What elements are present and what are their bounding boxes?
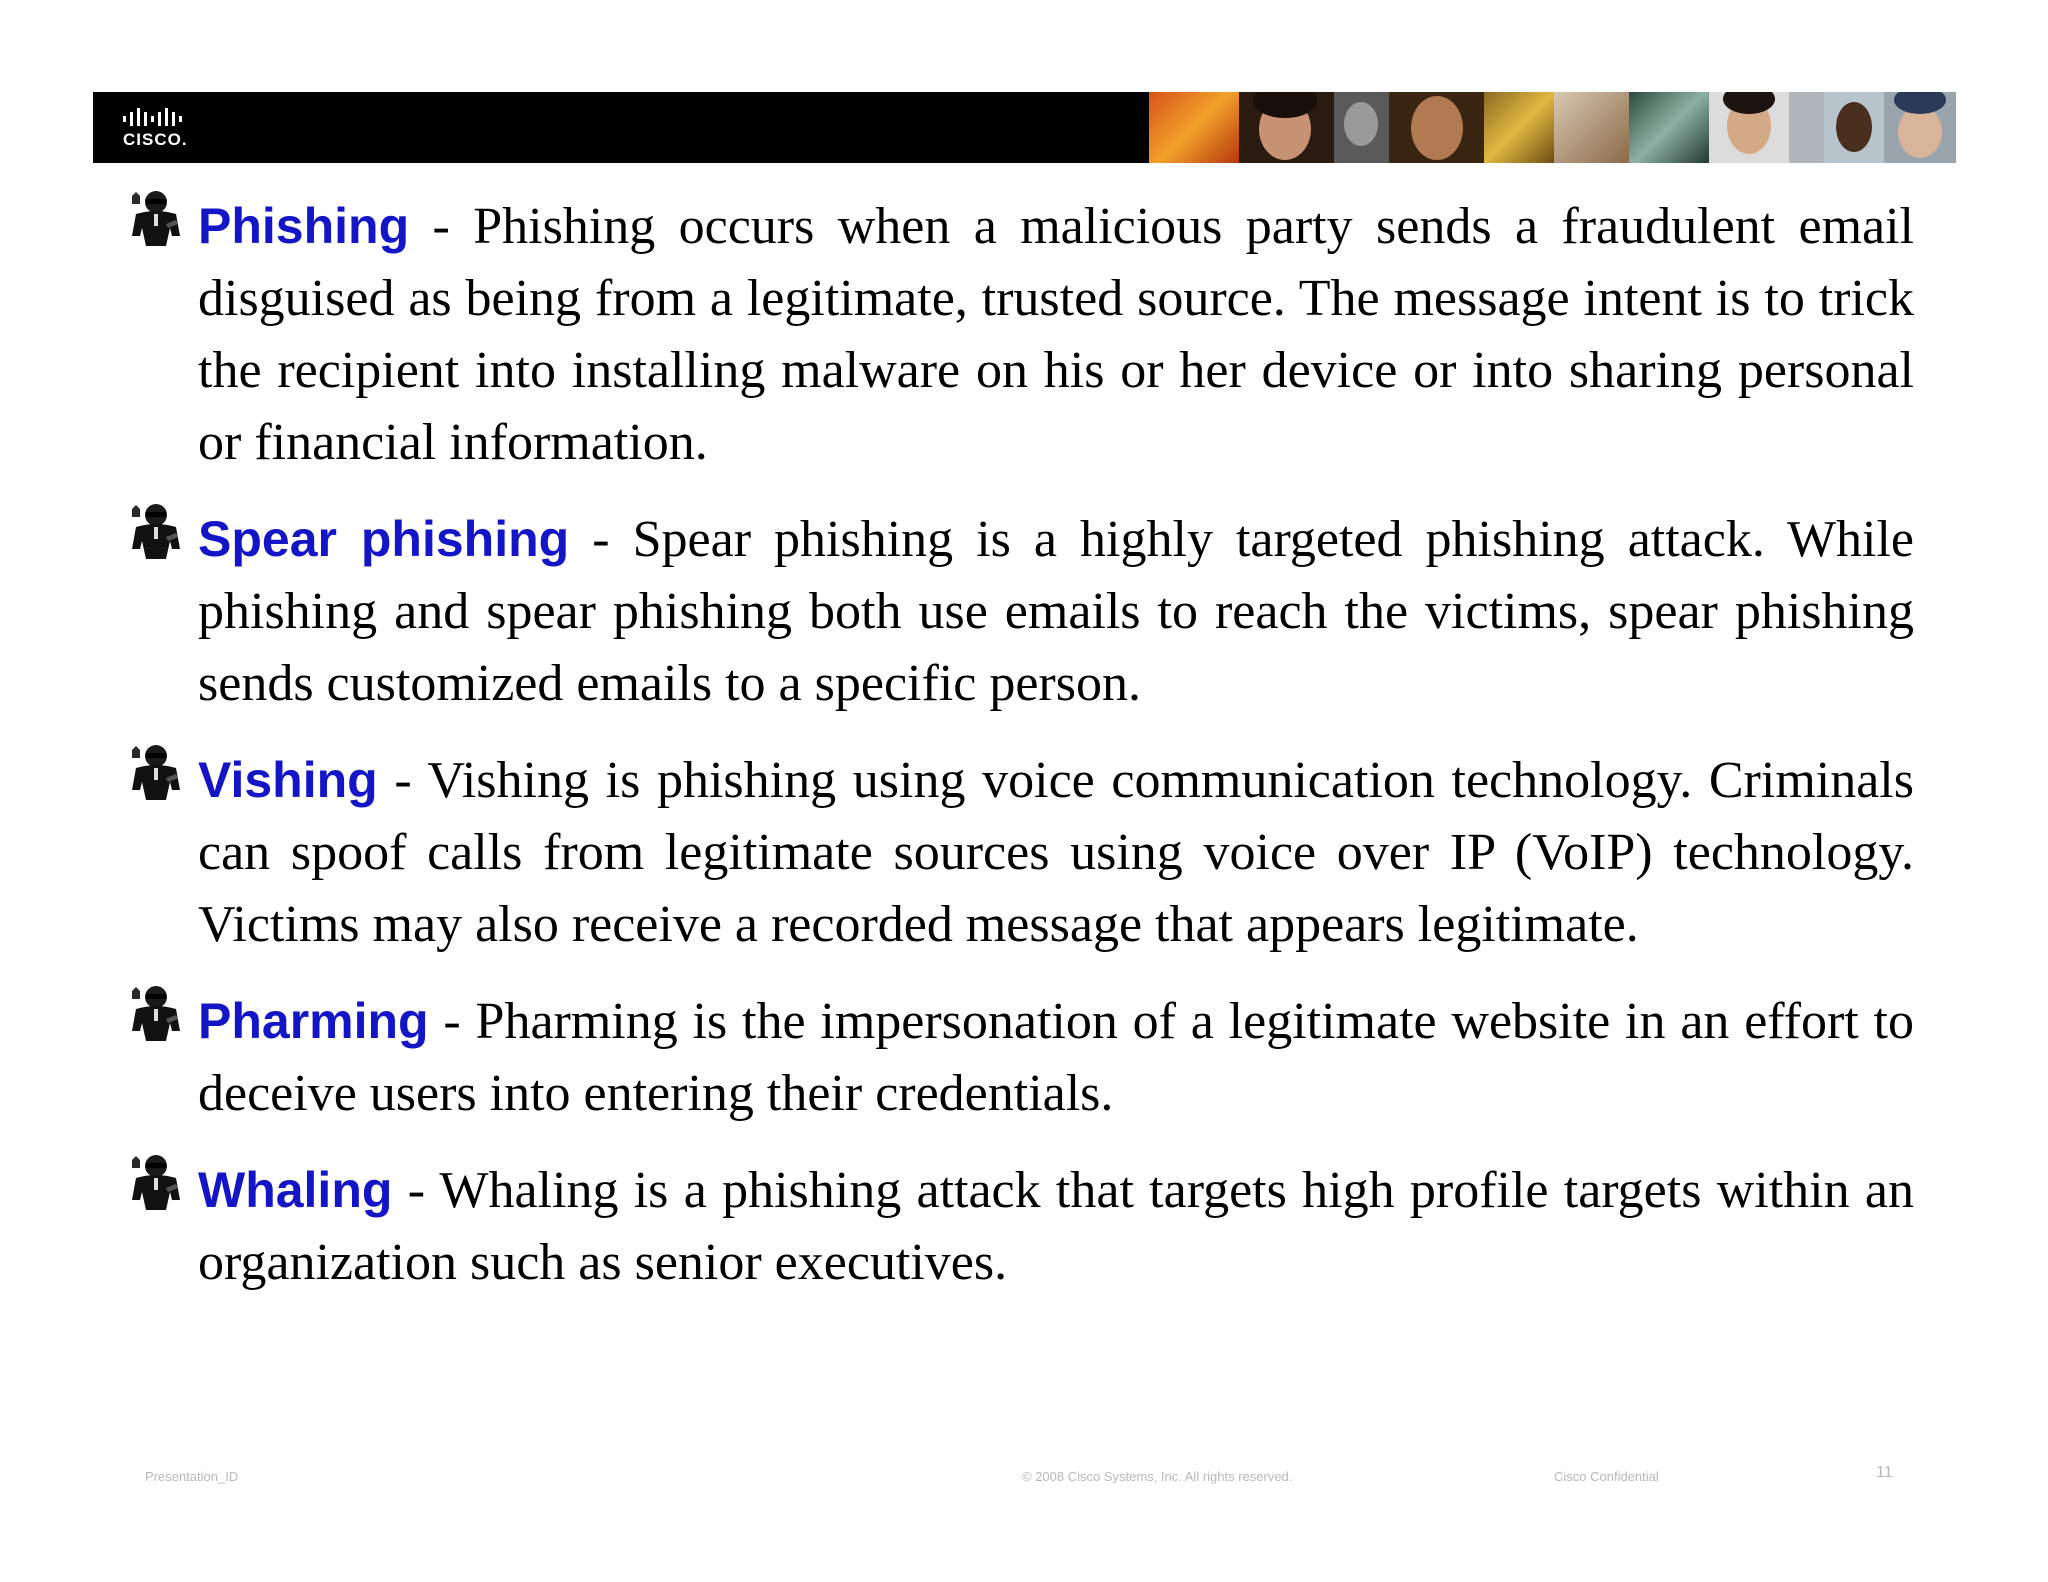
definition-list <box>120 190 1920 1323</box>
photo-tile <box>1149 92 1239 163</box>
term: Spear phishing <box>198 511 570 567</box>
header-banner <box>93 92 1956 163</box>
photo-tile <box>1789 92 1824 163</box>
definition: Phishing occurs when a malicious party sends a fraudulent email disguised as being from a legitimate, trusted source. The message intent is to trick the recipient into installing malware on his or her device or into sharing personal or financial information. <box>198 198 1914 471</box>
spy-agent-icon <box>122 503 188 563</box>
separator: - <box>392 1162 440 1219</box>
page-number: 11 <box>1876 1464 1893 1481</box>
spy-agent-icon <box>122 744 188 804</box>
list-item-text <box>198 744 1914 961</box>
photo-tile <box>1884 92 1956 163</box>
photo-tile <box>1709 92 1789 163</box>
cisco-logo-text: CISCO. <box>123 130 188 149</box>
list-item <box>120 503 1914 720</box>
definition: Spear phishing is a highly targeted phishing attack. While phishing and spear phishing both use emails to reach the victims, spear phishing sends customized emails to a specific person. <box>198 511 1914 712</box>
cisco-bridge-logo-icon <box>123 104 203 130</box>
list-item <box>120 190 1914 479</box>
separator: - <box>428 993 476 1050</box>
photo-tile <box>1484 92 1554 163</box>
list-item <box>120 985 1914 1130</box>
list-item-text <box>198 190 1914 479</box>
spy-agent-icon <box>122 1154 188 1214</box>
photo-tile <box>1824 92 1884 163</box>
definition: Vishing is phishing using voice communication technology. Criminals can spoof calls from legitimate sources using voice over IP (VoIP) technology. Victims may also receive a recorded message that appears legitimate. <box>198 752 1914 953</box>
list-item <box>120 744 1914 961</box>
footer-presentation-id: Presentation_ID <box>145 1469 239 1484</box>
definition: Pharming is the impersonation of a legitimate website in an effort to deceive users into entering their credentials. <box>198 993 1914 1122</box>
photo-tile <box>1334 92 1389 163</box>
list-item-text <box>198 985 1914 1130</box>
term: Pharming <box>198 993 429 1049</box>
people-photo-strip-icon <box>1149 92 1956 163</box>
separator: - <box>569 511 633 568</box>
term: Vishing <box>198 752 378 808</box>
footer-confidential: Cisco Confidential <box>1554 1469 1659 1484</box>
cisco-logo <box>123 104 203 154</box>
term: Phishing <box>198 198 410 254</box>
footer-copyright: © 2008 Cisco Systems, Inc. All rights reserved. <box>1022 1469 1293 1484</box>
photo-tile <box>1389 92 1484 163</box>
spy-agent-icon <box>122 985 188 1045</box>
list-item-text <box>198 1154 1914 1299</box>
definition: Whaling is a phishing attack that targets high profile targets within an organization such as senior executives. <box>198 1162 1914 1291</box>
photo-tile <box>1629 92 1709 163</box>
photo-tile <box>1239 92 1334 163</box>
term: Whaling <box>198 1162 393 1218</box>
separator: - <box>377 752 428 809</box>
list-item-text <box>198 503 1914 720</box>
spy-agent-icon <box>122 190 188 250</box>
list-item <box>120 1154 1914 1299</box>
photo-tile <box>1554 92 1629 163</box>
separator: - <box>409 198 474 255</box>
